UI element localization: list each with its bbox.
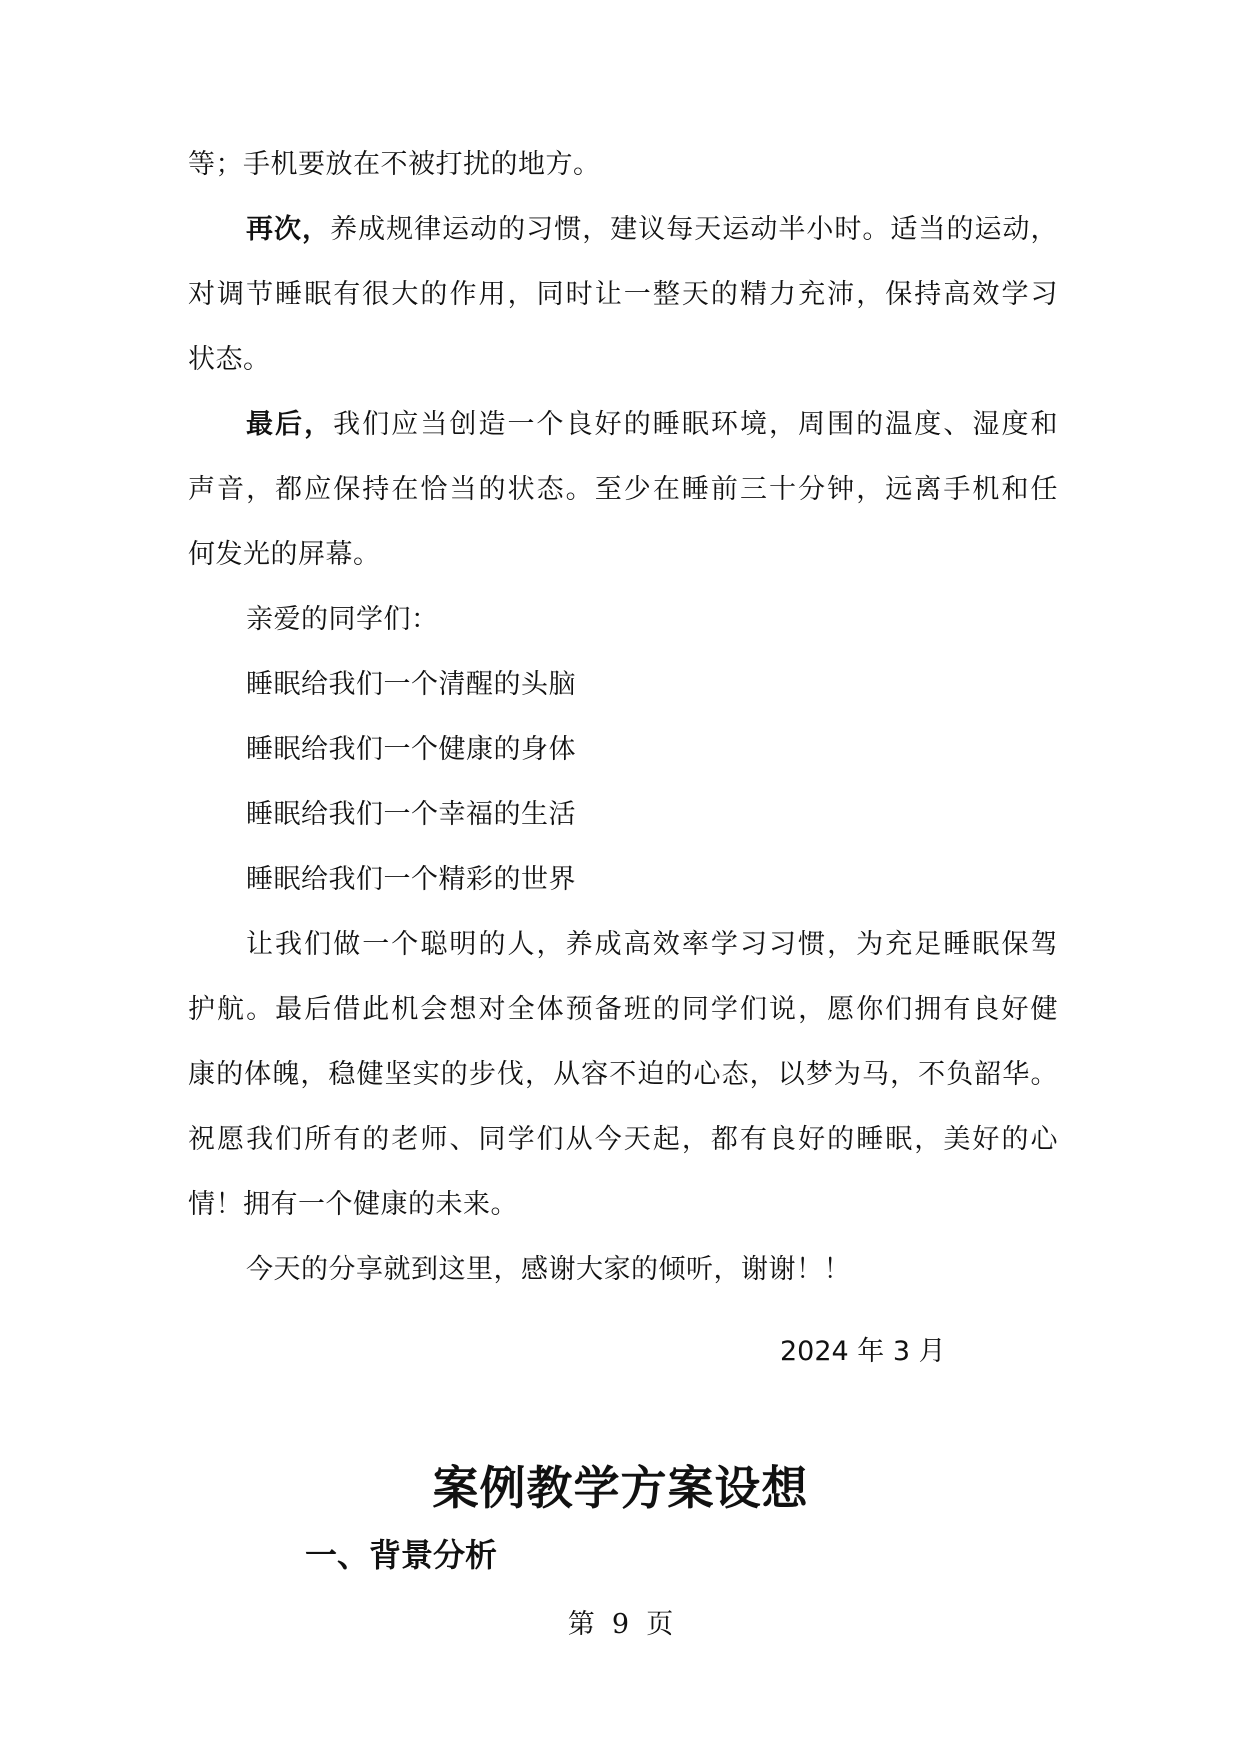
page-number: 第 9 页	[567, 1609, 674, 1640]
paragraph-text: 我们应当创造一个良好的睡眠环境，周围的温度、湿度和	[333, 409, 1059, 440]
paragraph-line	[188, 392, 1058, 457]
paragraph-line: 等；手机要放在不被打扰的地方。	[188, 149, 601, 180]
paragraph-line: 状态。	[188, 344, 271, 375]
paragraph-line: 让我们做一个聪明的人，养成高效率学习习惯，为充足睡眠保驾	[246, 929, 1058, 960]
verse-line: 睡眠给我们一个幸福的生活	[246, 799, 576, 830]
paragraph-line: 祝愿我们所有的老师、同学们从今天起，都有良好的睡眠，美好的心	[188, 1124, 1058, 1155]
paragraph-line: 情！拥有一个健康的未来。	[188, 1189, 518, 1220]
paragraph-line: 何发光的屏幕。	[188, 539, 381, 570]
closing-line: 今天的分享就到这里，感谢大家的倾听，谢谢！！	[246, 1254, 851, 1285]
paragraph-line: 康的体魄，稳健坚实的步伐，从容不迫的心态，以梦为马，不负韶华。	[188, 1059, 1058, 1090]
speech-body	[188, 132, 1058, 1302]
next-document-title: 案例教学方案设想	[432, 1461, 809, 1515]
paragraph-lead: 最后，	[246, 409, 334, 440]
paragraph-text: 养成规律运动的习惯，建议每天运动半小时。适当的运动，	[330, 214, 1059, 245]
verse-line: 睡眠给我们一个健康的身体	[246, 734, 576, 765]
paragraph-lead: 再次，	[246, 214, 331, 245]
verse-line: 睡眠给我们一个清醒的头脑	[246, 669, 576, 700]
paragraph-line: 对调节睡眠有很大的作用，同时让一整天的精力充沛，保持高效学习	[188, 279, 1058, 310]
verse-line: 睡眠给我们一个精彩的世界	[246, 864, 576, 895]
paragraph-line	[188, 197, 1058, 262]
greeting-line: 亲爱的同学们：	[246, 604, 439, 635]
speech-date: 2024 年 3 月	[780, 1336, 946, 1367]
paragraph-line: 声音，都应保持在恰当的状态。至少在睡前三十分钟，远离手机和任	[188, 474, 1058, 505]
paragraph-line: 护航。最后借此机会想对全体预备班的同学们说，愿你们拥有良好健	[188, 994, 1058, 1025]
section-heading: 一、背景分析	[305, 1536, 498, 1574]
